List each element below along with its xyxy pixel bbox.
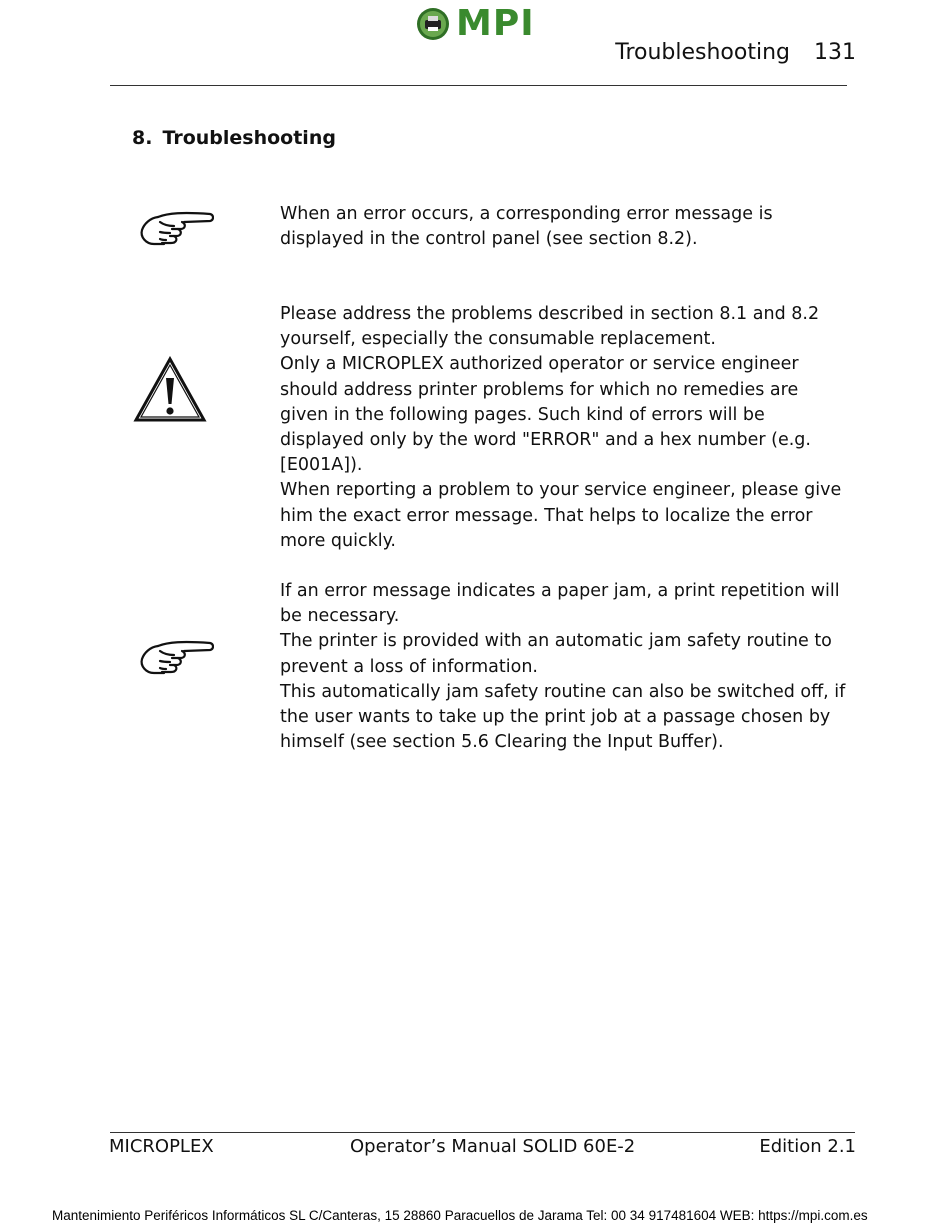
pointing-hand-icon <box>138 637 214 677</box>
paragraph: If an error message indicates a paper jam, a print repetition will be necessary. <box>280 581 840 627</box>
footer-edition: Edition 2.1 <box>759 1136 856 1157</box>
paragraph: The printer is provided with an automatic jam safety routine to prevent a loss of information. <box>280 631 832 677</box>
footer-rule <box>110 1132 855 1133</box>
section-title: Troubleshooting <box>162 127 336 149</box>
pointing-hand-icon <box>138 208 214 248</box>
page-number: 131 <box>814 40 856 65</box>
warning-icon <box>133 356 207 423</box>
section-number: 8. <box>132 127 153 149</box>
paragraph: This automatically jam safety routine can also be switched off, if the user wants to take up the print job at a passage chosen by himself (see section 5.6 Clearing the Input Buffer). <box>280 681 846 753</box>
paragraph: When reporting a problem to your service engineer, please give him the exact error message. That helps to localize the error more quickly. <box>280 480 842 551</box>
header-rule <box>110 85 847 86</box>
logo-text: MPI <box>456 3 535 44</box>
logo-printer-icon <box>416 7 450 41</box>
footer-manual-title: Operator’s Manual SOLID 60E-2 <box>350 1136 636 1157</box>
running-header-title: Troubleshooting <box>615 40 790 65</box>
paragraph: Only a MICROPLEX authorized operator or service engineer should address printer problems for which no remedies are given in the following pages. Such kind of errors will be displayed only by the word "ERROR" and a hex number (e.g. [E001A]). <box>280 354 811 476</box>
text-block-1 <box>280 202 850 252</box>
contact-line: Mantenimiento Periféricos Informáticos SL C/Canteras, 15 28860 Paracuellos de Jarama Tel: 00 34 917481604 WEB: https://mpi.com.es <box>52 1208 868 1223</box>
text-block-3 <box>280 579 850 755</box>
text-block-2 <box>280 302 850 554</box>
footer-company: MICROPLEX <box>109 1136 214 1157</box>
paragraph: Please address the problems described in section 8.1 and 8.2 yourself, especially the consumable replacement. <box>280 304 820 350</box>
section-heading <box>132 127 336 149</box>
paragraph: When an error occurs, a corresponding error message is displayed in the control panel (see section 8.2). <box>280 204 773 250</box>
mpi-logo <box>416 3 535 44</box>
